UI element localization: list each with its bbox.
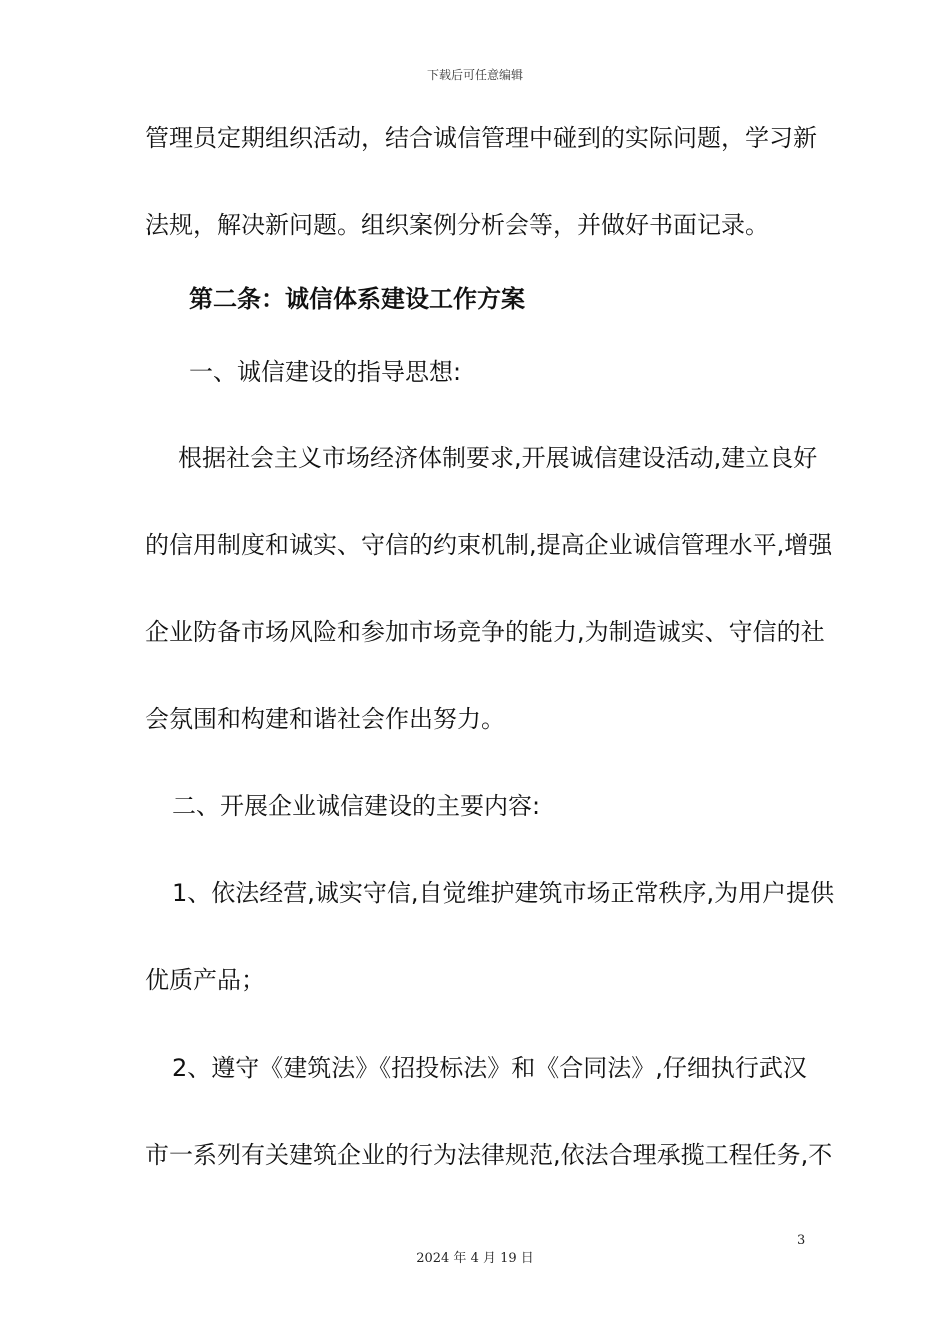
body-line: 企业防备市场风险和参加市场竞争的能力,为制造诚实、守信的社	[145, 618, 825, 646]
list-item: 1、依法经营,诚实守信,自觉维护建筑市场正常秩序,为用户提供	[172, 879, 835, 907]
list-item: 2、遵守《建筑法》《招投标法》和《合同法》,仔细执行武汉	[172, 1054, 807, 1082]
body-line: 会氛围和构建和谐社会作出努力。	[145, 705, 505, 733]
body-line: 管理员定期组织活动，结合诚信管理中碰到的实际问题，学习新	[145, 124, 817, 152]
subsection-heading: 二、开展企业诚信建设的主要内容:	[172, 792, 541, 820]
body-line: 法规，解决新问题。组织案例分析会等，并做好书面记录。	[145, 211, 769, 239]
body-line: 根据社会主义市场经济体制要求,开展诚信建设活动,建立良好	[178, 444, 818, 472]
section-heading: 第二条：诚信体系建设工作方案	[189, 285, 525, 313]
body-line: 的信用制度和诚实、守信的约束机制,提高企业诚信管理水平,增强	[145, 531, 833, 559]
list-item-continuation: 市一系列有关建筑企业的行为法律规范,依法合理承揽工程任务,不	[145, 1141, 833, 1169]
page-number: 3	[797, 1233, 806, 1248]
header-note: 下载后可任意编辑	[426, 68, 523, 82]
footer-date: 2024 年 4 月 19 日	[416, 1251, 534, 1266]
subsection-heading: 一、诚信建设的指导思想:	[189, 358, 462, 386]
list-item-continuation: 优质产品；	[145, 966, 265, 994]
